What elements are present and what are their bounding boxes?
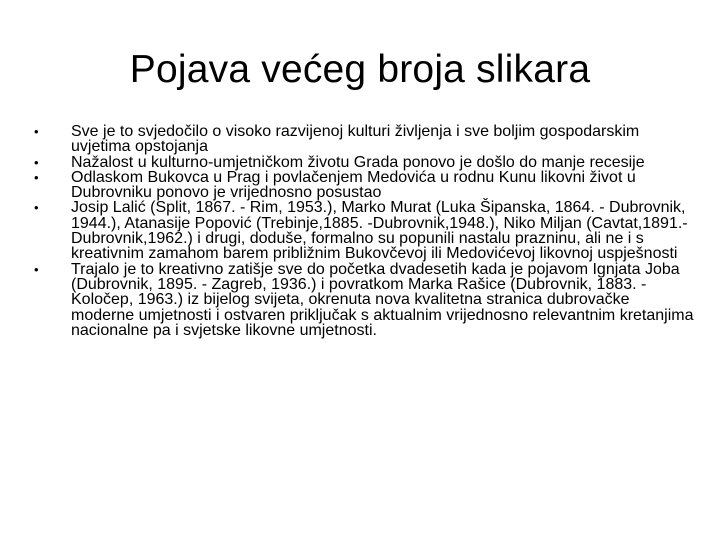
bullet-icon: • bbox=[34, 261, 39, 277]
bullet-icon: • bbox=[34, 154, 39, 170]
bullet-item bbox=[34, 170, 694, 201]
bullet-item bbox=[34, 155, 694, 170]
bullet-icon: • bbox=[34, 200, 39, 216]
bullet-list bbox=[34, 124, 694, 338]
bullet-text: Odlaskom Bukovca u Prag i povlačenjem Medovića u rodnu Kunu likovni život u Dubrovniku ponovo je vrijednosno posustao bbox=[71, 168, 636, 202]
bullet-text: Josip Lalić (Split, 1867. - Rim, 1953.), Marko Murat (Luka Šipanska, 1864. - Dubrovnik, 1944.), Atanasije Popović (Trebinje,1885. -Dubrovnik,1948.), Niko Miljan (Cavtat,1891.-Dubrovnik,1962.) i drugi, doduše, formalno su popunili nastalu prazninu, ali ne i s kreativnim zamahom barem približnim Bukovčevoj ili Medovićevoj likovnoj uspješnosti bbox=[71, 199, 688, 263]
bullet-text: Nažalost u kulturno-umjetničkom životu Grada ponovo je došlo do manje recesije bbox=[71, 153, 645, 171]
slide-title: Pojava većeg broja slikara bbox=[129, 48, 591, 91]
bullet-icon: • bbox=[34, 124, 39, 139]
bullet-icon: • bbox=[34, 169, 39, 185]
bullet-text: Sve je to svjedočilo o visoko razvijenoj kulturi življenja i sve boljim gospodarskim uvjetima opstojanja bbox=[71, 123, 640, 156]
bullet-item bbox=[34, 262, 694, 338]
bullet-text: Trajalo je to kreativno zatišje sve do početka dvadesetih kada je pojavom Ignjata Joba (Dubrovnik, 1895. - Zagreb, 1936.) i povratkom Marka Rašice (Dubrovnik, 1883. - Koločep, 1963.) iz bijelog svijeta, okrenuta nova kvalitetna stranica dubrovačke moderne umjetnosti i ostvaren priključak s aktualnim vrijednosno relevantnim kretanjima nacionalne pa i svjetske likovne umjetnosti. bbox=[71, 260, 694, 339]
bullet-item bbox=[34, 200, 694, 261]
bullet-item bbox=[34, 124, 694, 155]
